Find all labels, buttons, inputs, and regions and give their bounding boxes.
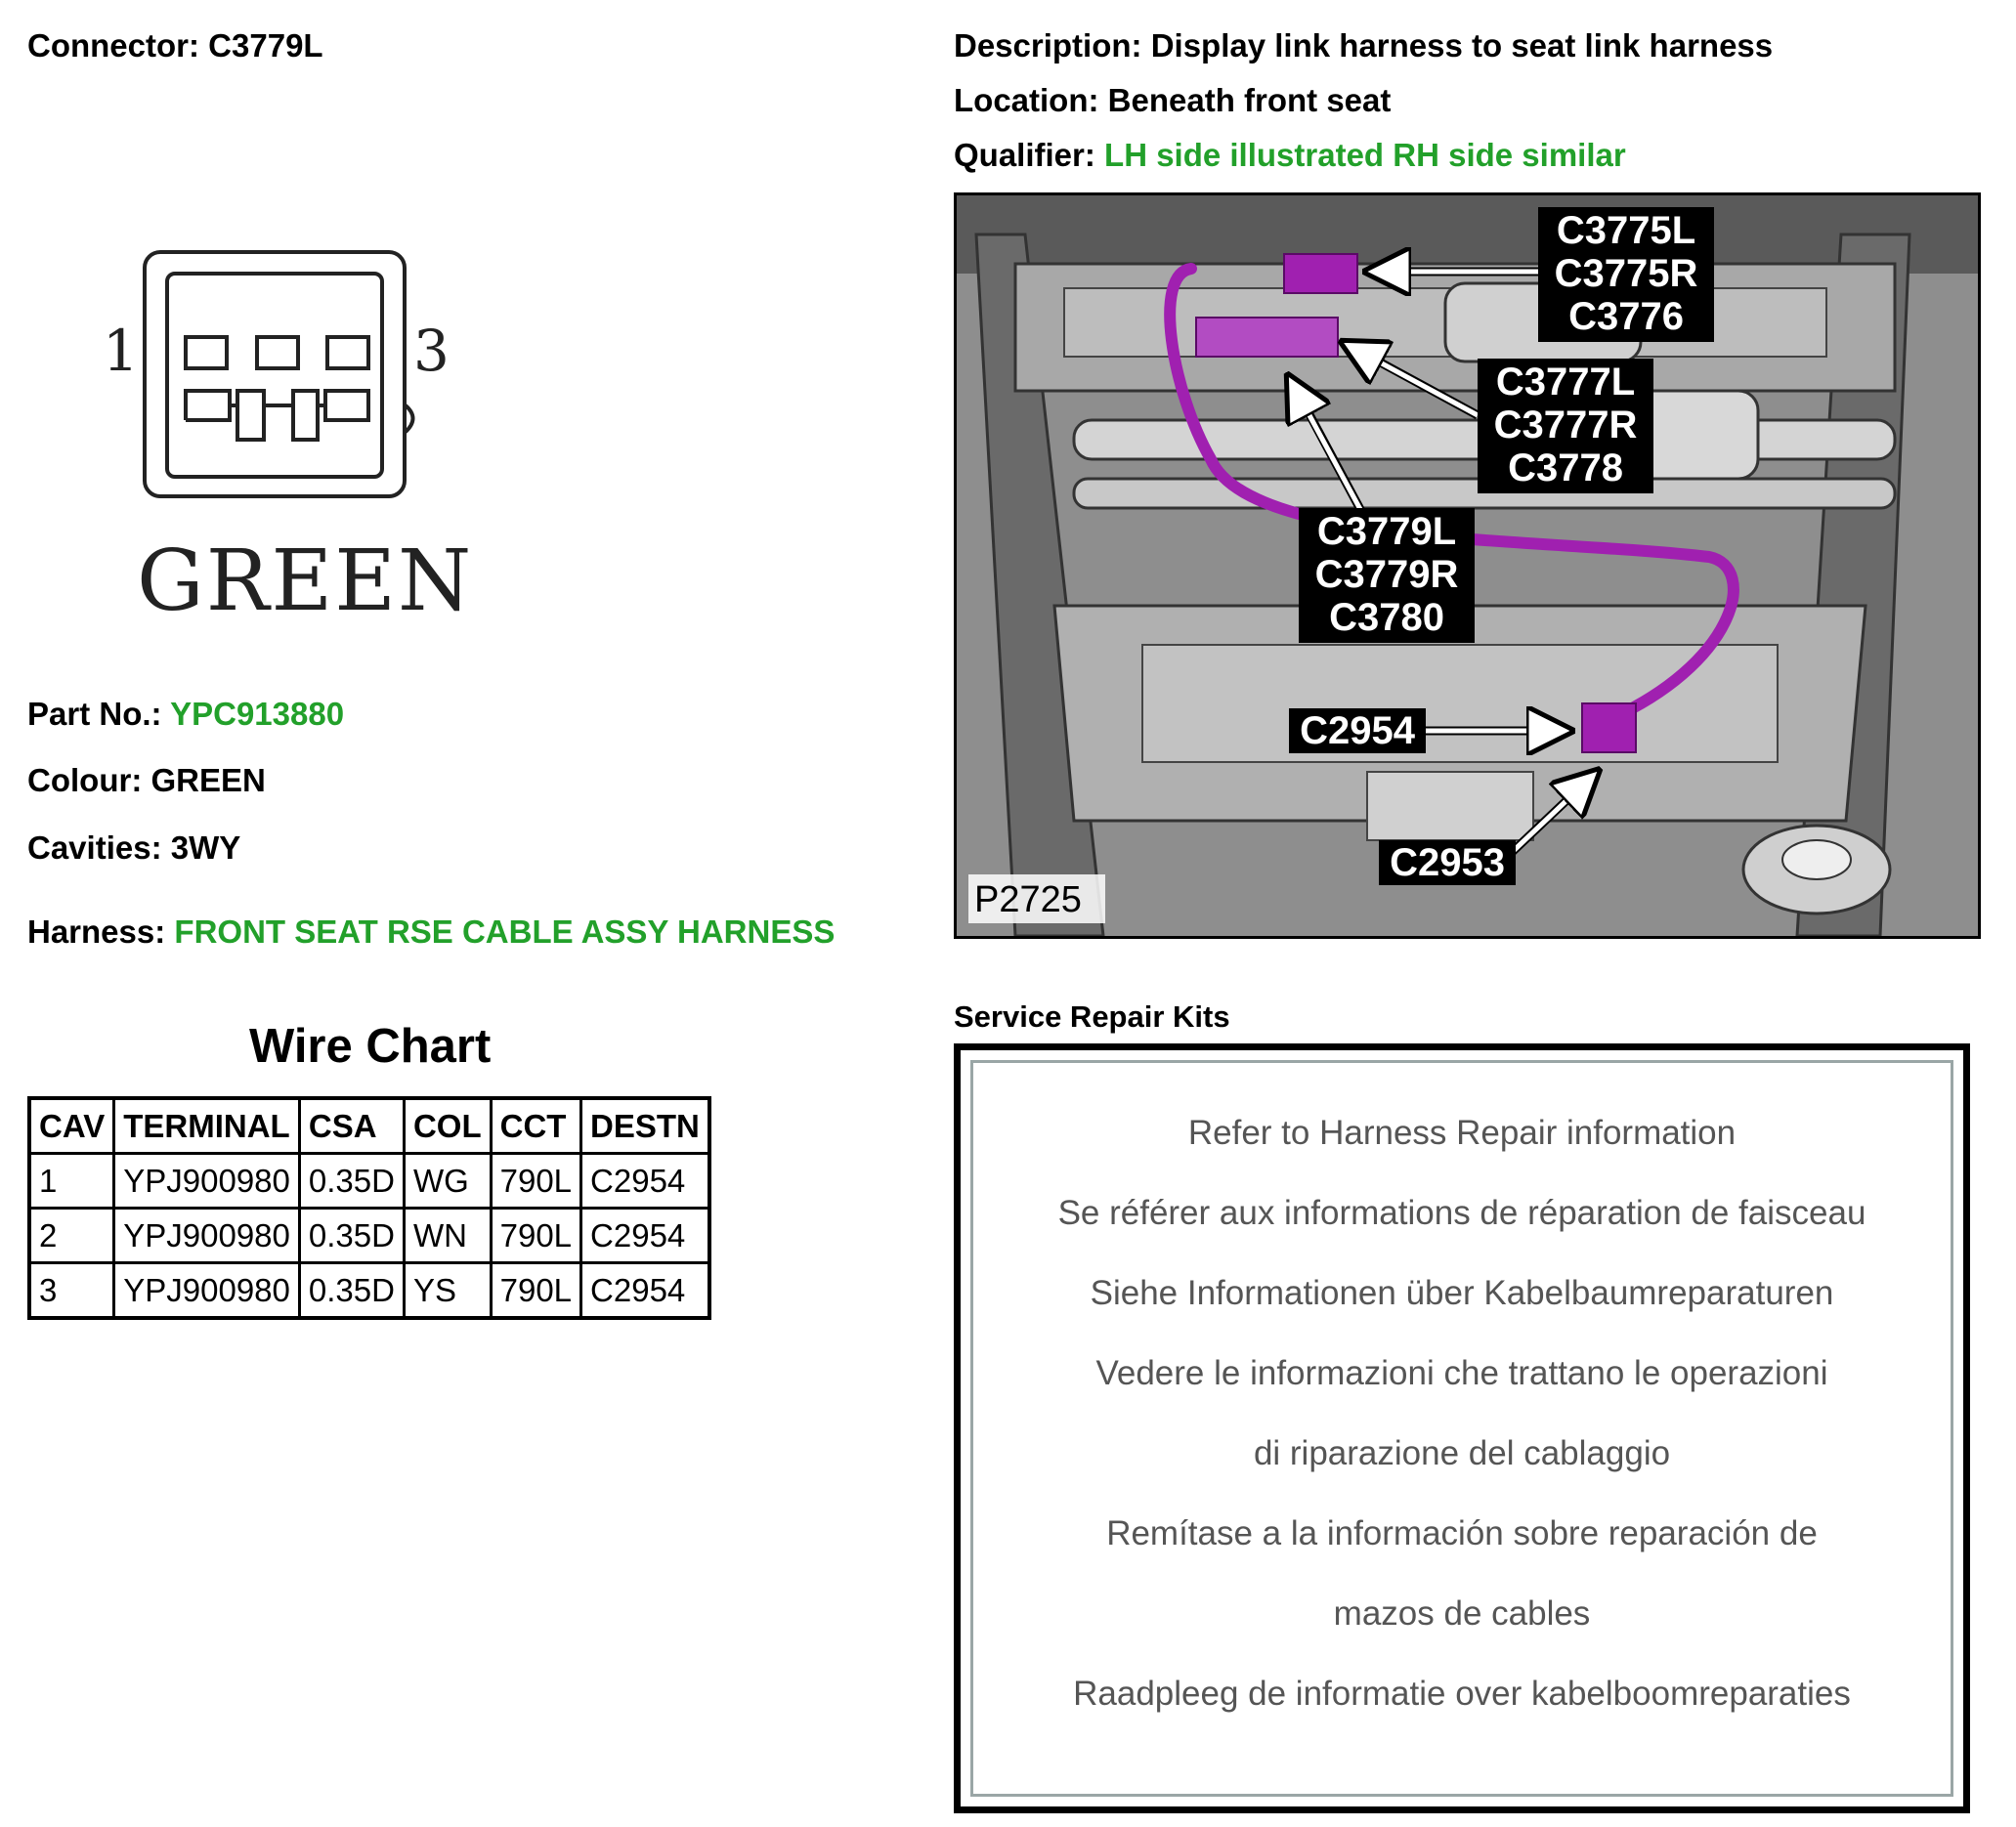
wire-chart-header-row: [29, 1098, 709, 1154]
pin-number-last: 3: [413, 318, 450, 384]
cell-destn: C2954: [581, 1209, 709, 1263]
location-value: Beneath front seat: [1107, 82, 1392, 118]
part-number-row: [27, 696, 344, 733]
cell-csa: 0.35D: [299, 1154, 404, 1209]
header-col: COL: [404, 1098, 491, 1154]
description-row: [954, 27, 1773, 64]
pin-number-first: 1: [103, 318, 139, 384]
cell-cav: 2: [29, 1209, 114, 1263]
colour-row: [27, 762, 266, 799]
cell-cav: 1: [29, 1154, 114, 1209]
repair-line-fr: Se référer aux informations de réparation de faisceau: [1057, 1194, 1866, 1232]
colour-label: Colour:: [27, 762, 143, 798]
cell-cct: 790L: [491, 1263, 580, 1319]
cell-col: WN: [404, 1209, 491, 1263]
callout-c2954: C2954: [1300, 709, 1415, 752]
cell-csa: 0.35D: [299, 1209, 404, 1263]
callout-c3779r: C3779R: [1314, 553, 1459, 596]
table-row: [29, 1209, 709, 1263]
repair-kits-inner: [970, 1060, 1953, 1797]
location-illustration: [954, 192, 1981, 939]
part-number-value: YPC913880: [170, 696, 345, 732]
harness-label: Harness:: [27, 914, 166, 950]
colour-value: GREEN: [150, 762, 266, 798]
callout-group-3: [1299, 510, 1475, 639]
connector-label: Connector:: [27, 27, 199, 64]
callout-c3778: C3778: [1508, 446, 1623, 489]
header-cct: CCT: [491, 1098, 580, 1154]
cell-cct: 790L: [491, 1209, 580, 1263]
header-cav: CAV: [29, 1098, 114, 1154]
connector-outline-icon: [93, 244, 445, 508]
description-value: Display link harness to seat link harness: [1150, 27, 1774, 64]
repair-line-en: Refer to Harness Repair information: [1187, 1114, 1737, 1152]
harness-row: [27, 914, 835, 951]
table-row: [29, 1263, 709, 1319]
harness-value: FRONT SEAT RSE CABLE ASSY HARNESS: [174, 914, 836, 950]
callout-c3780: C3780: [1329, 596, 1444, 639]
connector-colour-text: GREEN: [137, 532, 474, 630]
repair-kits-title: Service Repair Kits: [954, 999, 1230, 1034]
callout-c2953: C2953: [1390, 841, 1505, 884]
callout-c3775l: C3775L: [1556, 209, 1696, 252]
cell-destn: C2954: [581, 1154, 709, 1209]
part-number-label: Part No.:: [27, 696, 162, 732]
connector-value: C3779L: [208, 27, 323, 64]
repair-line-it-2: di riparazione del cablaggio: [1253, 1434, 1671, 1472]
callout-c3775r: C3775R: [1554, 252, 1698, 295]
cavities-value: 3WY: [170, 829, 241, 866]
cell-terminal: YPJ900980: [114, 1209, 300, 1263]
header-destn: DESTN: [581, 1098, 709, 1154]
wire-chart-table: [27, 1096, 711, 1320]
header-terminal: TERMINAL: [114, 1098, 300, 1154]
table-row: [29, 1154, 709, 1209]
location-label: Location:: [954, 82, 1099, 118]
figure-reference: P2725: [974, 879, 1082, 920]
cavities-label: Cavities:: [27, 829, 162, 866]
cell-terminal: YPJ900980: [114, 1263, 300, 1319]
cell-cct: 790L: [491, 1154, 580, 1209]
repair-line-es-1: Remítase a la información sobre reparación de: [1106, 1514, 1818, 1552]
callout-c3777l: C3777L: [1495, 361, 1636, 404]
connector-heading: [27, 27, 323, 64]
callout-c3776: C3776: [1568, 295, 1684, 338]
cell-col: WG: [404, 1154, 491, 1209]
cell-destn: C2954: [581, 1263, 709, 1319]
cell-terminal: YPJ900980: [114, 1154, 300, 1209]
cell-csa: 0.35D: [299, 1263, 404, 1319]
qualifier-label: Qualifier:: [954, 137, 1095, 173]
qualifier-value: LH side illustrated RH side similar: [1104, 137, 1626, 173]
callout-group-2: [1478, 361, 1653, 489]
location-row: [954, 82, 1391, 119]
callout-c3779l: C3779L: [1316, 510, 1457, 553]
repair-line-it-1: Vedere le informazioni che trattano le operazioni: [1095, 1354, 1828, 1392]
callout-c3777r: C3777R: [1493, 404, 1638, 446]
callout-group-1: [1538, 209, 1714, 338]
repair-line-de: Siehe Informationen über Kabelbaumreparaturen: [1090, 1274, 1834, 1312]
cell-col: YS: [404, 1263, 491, 1319]
cell-cav: 3: [29, 1263, 114, 1319]
qualifier-row: [954, 137, 1626, 174]
header-csa: CSA: [299, 1098, 404, 1154]
description-label: Description:: [954, 27, 1142, 64]
repair-line-es-2: mazos de cables: [1333, 1594, 1591, 1633]
wire-chart-title: Wire Chart: [249, 1020, 492, 1073]
cavities-row: [27, 829, 240, 867]
repair-line-nl: Raadpleeg de informatie over kabelboomreparaties: [1073, 1675, 1851, 1713]
repair-kits-box: [954, 1043, 1970, 1813]
